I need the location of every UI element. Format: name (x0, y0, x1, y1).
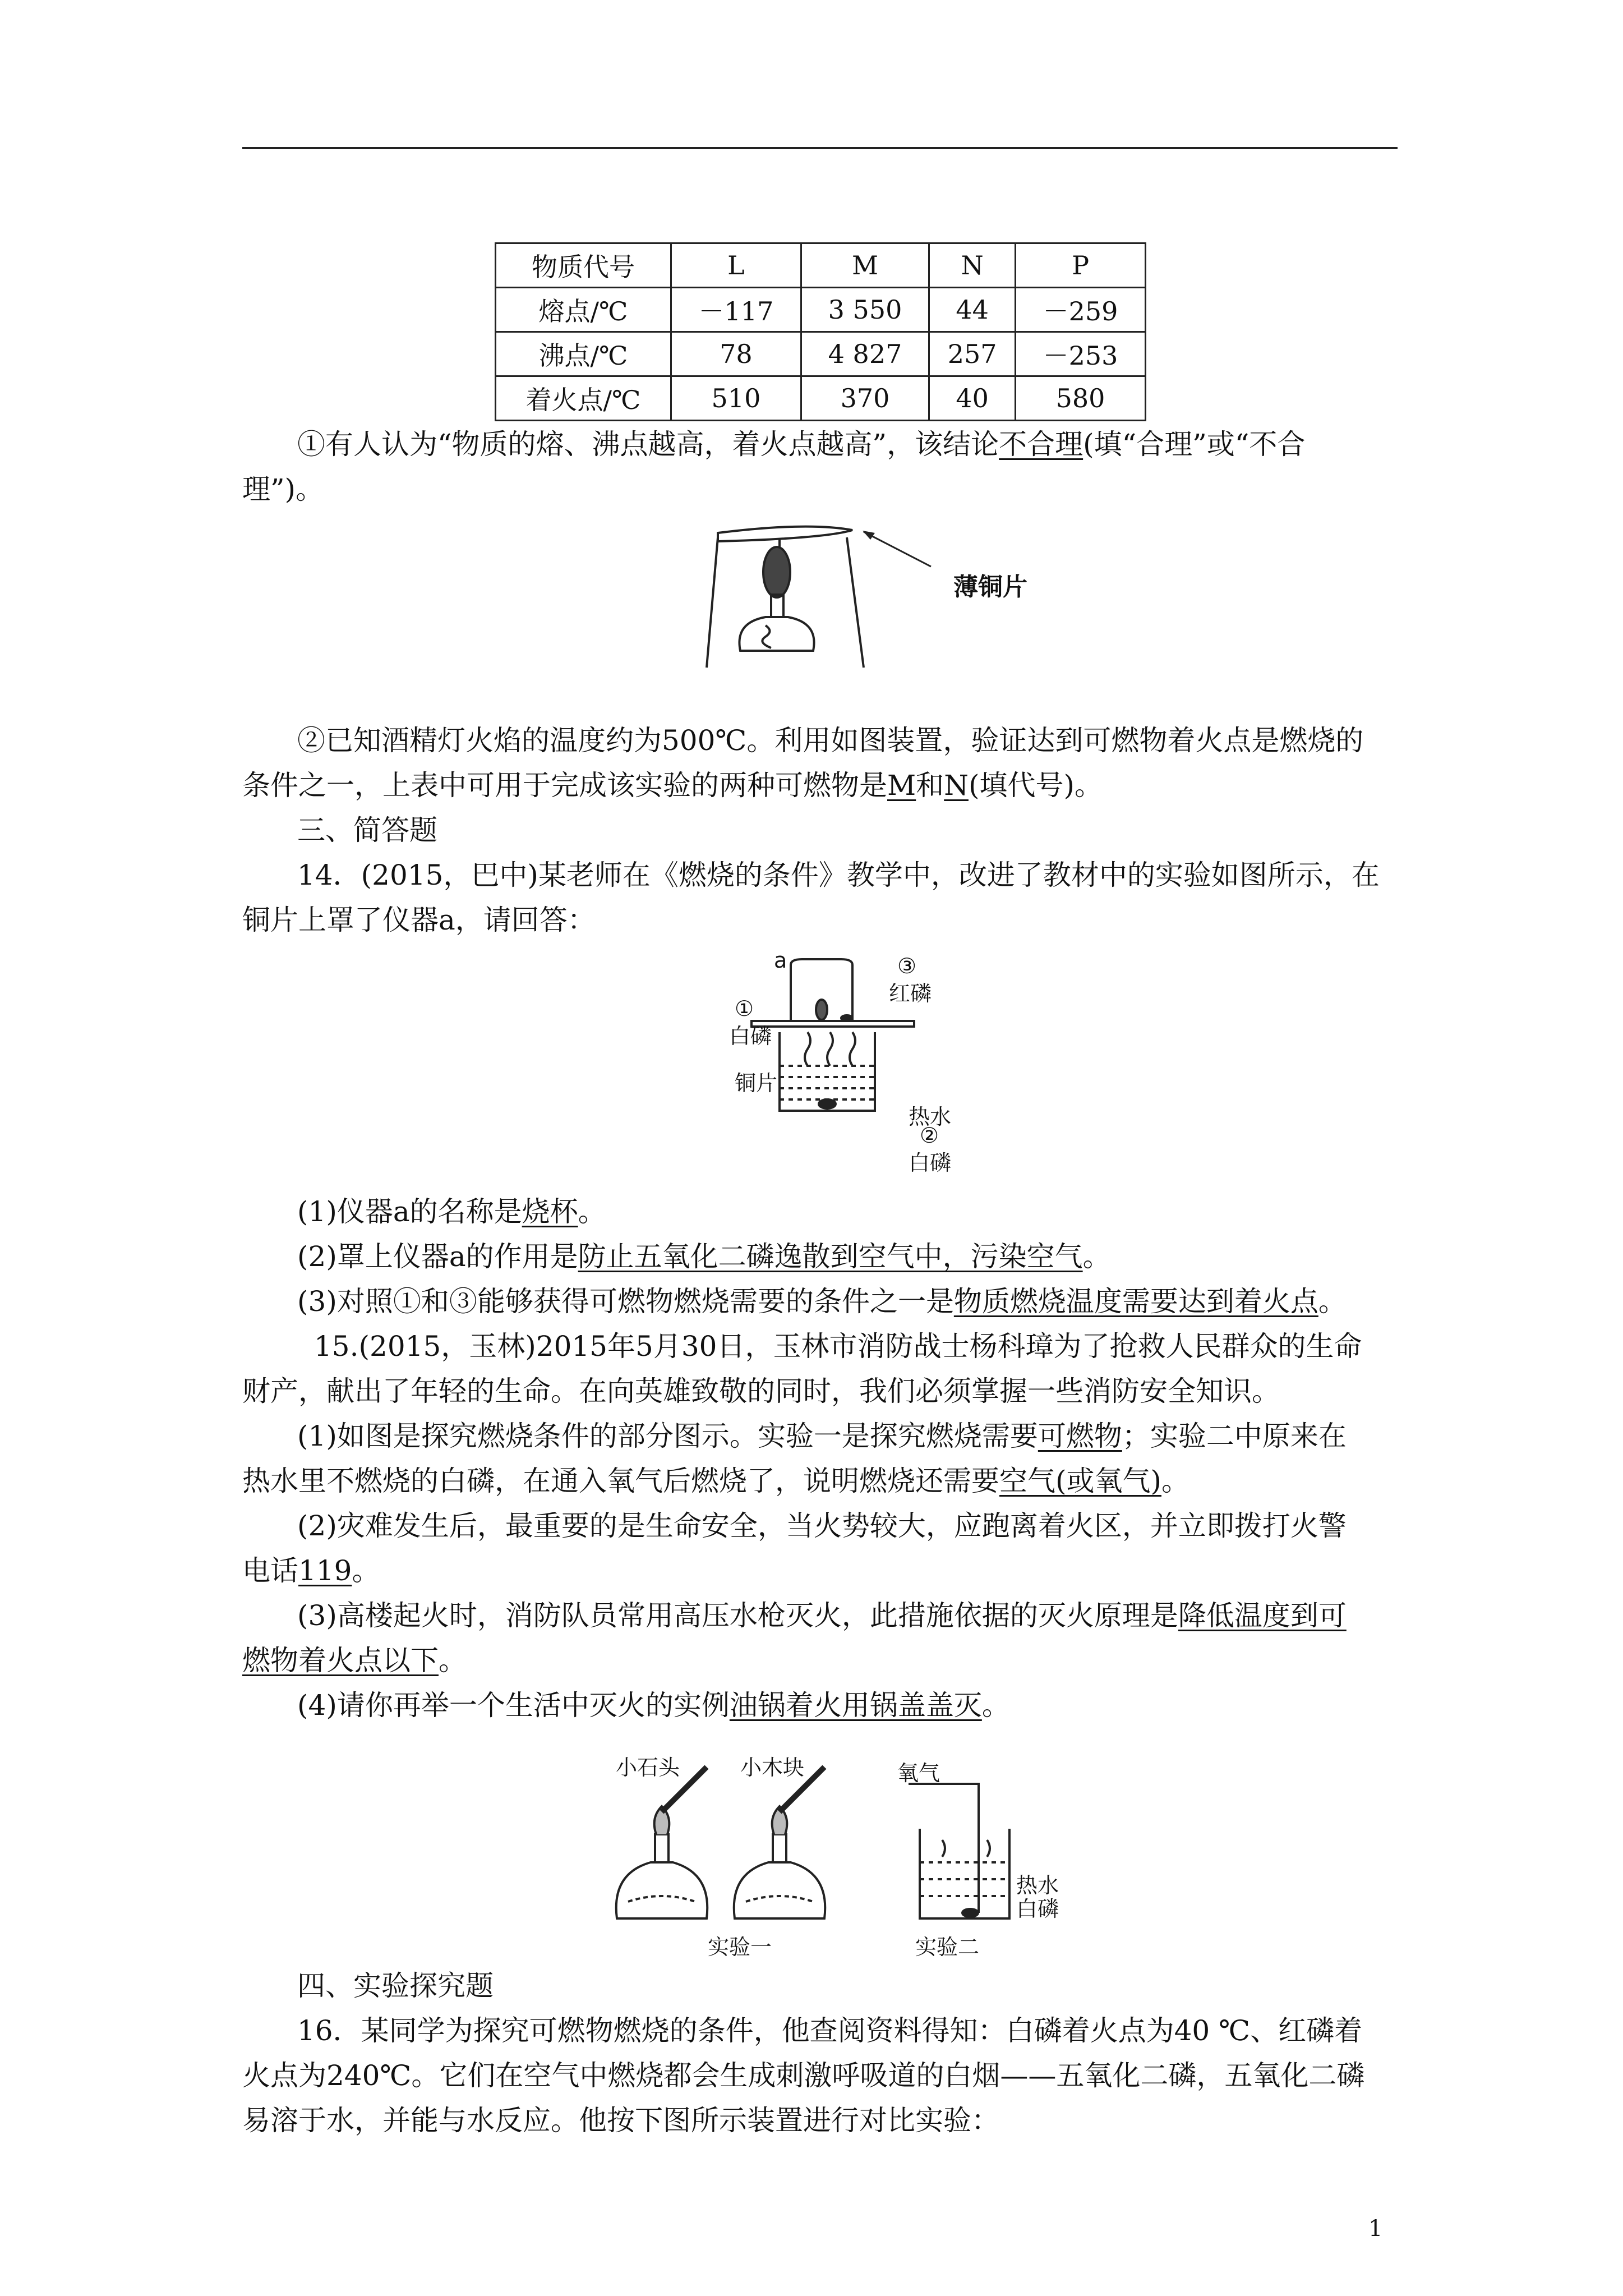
answer-blank: 可燃物 (1038, 1420, 1122, 1452)
fig-label-exp1: 实验一 (708, 1935, 772, 1959)
q14-sub1: (1)仪器a的名称是烧杯。 (297, 1195, 606, 1228)
q14-sub2: (2)罩上仪器a的作用是防止五氧化二磷逸散到空气中，污染空气。 (297, 1240, 1111, 1273)
fig-label-oxygen: 氧气 (897, 1761, 940, 1786)
table-cell: 3 550 (801, 288, 929, 332)
q13-part1-line1: ①有人认为“物质的熔、沸点越高，着火点越高”，该结论不合理(填“合理”或“不合 (297, 428, 1306, 461)
fig-label-hot-water: 热水 (909, 1105, 952, 1129)
fig-label-circle1: ① (735, 996, 754, 1021)
table-cell: 510 (671, 376, 801, 421)
table-row (496, 288, 1146, 332)
fig-label-white-phosphorus-2: 白磷 (909, 1151, 952, 1175)
table-cell: 40 (929, 376, 1016, 421)
q14-line2: 铜片上罩了仪器a，请回答： (242, 904, 596, 936)
table-cell: 580 (1016, 376, 1146, 421)
q15-sub1-line2: 热水里不燃烧的白磷，在通入氧气后燃烧了，说明燃烧还需要空气(或氧气)。 (242, 1465, 1190, 1497)
fig-label-white-phosphorus: 白磷 (729, 1024, 772, 1048)
table-cell: －117 (671, 288, 801, 332)
fig-label-a: a (774, 948, 787, 973)
table-cell: 44 (929, 288, 1016, 332)
table-cell: 熔点/℃ (496, 288, 671, 332)
table-cell: －259 (1016, 288, 1146, 332)
fig-label-circle3: ③ (897, 954, 917, 978)
answer-blank: 燃物着火点以下 (242, 1644, 439, 1677)
table-cell: M (801, 243, 929, 288)
fig-label-exp2: 实验二 (915, 1935, 980, 1959)
q15-line2: 财产，献出了年轻的生命。在向英雄致敬的同时，我们必须掌握一些消防安全知识。 (242, 1375, 1280, 1407)
section-heading: 四、实验探究题 (297, 1970, 494, 2002)
fig-label-red-phosphorus: 红磷 (889, 981, 932, 1006)
table-cell: N (929, 243, 1016, 288)
header-rule (242, 147, 1398, 149)
table-cell: 370 (801, 376, 929, 421)
q15-sub4: (4)请你再举一个生活中灭火的实例油锅着火用锅盖盖灭。 (297, 1689, 1010, 1722)
q13-part1-line2: 理”)。 (242, 473, 324, 505)
q15-sub3-line1: (3)高楼起火时，消防队员常用高压水枪灭火，此措施依据的灭火原理是降低温度到可 (297, 1599, 1347, 1632)
q15-line1: 15.(2015，玉林)2015年5月30日，玉林市消防战士杨科璋为了抢救人民群众的生命 (314, 1330, 1362, 1363)
properties-table (495, 242, 1146, 421)
answer-blank: 烧杯 (522, 1195, 578, 1228)
answer-blank: 降低温度到可 (1178, 1599, 1347, 1632)
answer-blank: 油锅着火用锅盖盖灭 (729, 1689, 982, 1722)
table-cell: 78 (671, 332, 801, 376)
q13-part2-line1: ②已知酒精灯火焰的温度约为500℃。利用如图装置，验证达到可燃物着火点是燃烧的 (297, 724, 1364, 757)
q16-line3: 易溶于水，并能与水反应。他按下图所示装置进行对比实验： (242, 2104, 999, 2137)
answer-blank: M (887, 769, 916, 802)
fig-label-copper: 铜片 (735, 1071, 778, 1096)
table-cell: 4 827 (801, 332, 929, 376)
q15-sub2-line2: 电话119。 (242, 1554, 380, 1587)
fig-label-wood: 小木块 (740, 1755, 805, 1780)
answer-blank: 119 (298, 1554, 352, 1587)
answer-blank: 空气(或氧气) (999, 1465, 1162, 1497)
table-row (496, 332, 1146, 376)
q16-line2: 火点为240℃。它们在空气中燃烧都会生成刺激呼吸道的白烟——五氧化二磷，五氧化二磷 (242, 2059, 1365, 2092)
table-cell: －253 (1016, 332, 1146, 376)
table-cell: L (671, 243, 801, 288)
copper-plate (751, 1021, 914, 1027)
q15-sub3-line2: 燃物着火点以下。 (242, 1644, 467, 1677)
flame (763, 547, 790, 597)
table-row (496, 243, 1146, 288)
copper-sheet (718, 527, 852, 541)
table-cell: 物质代号 (496, 243, 671, 288)
q14-line1: 14．(2015，巴中)某老师在《燃烧的条件》教学中，改进了教材中的实验如图所示，在 (297, 859, 1380, 891)
table-cell: 着火点/℃ (496, 376, 671, 421)
q16-line1: 16．某同学为探究可燃物燃烧的条件，他查阅资料得知：白磷着火点为40 ℃、红磷着 (297, 2014, 1363, 2047)
answer-blank: N (944, 769, 969, 802)
fig-label-circle2: ② (920, 1123, 939, 1148)
answer-blank: 物质燃烧温度需要达到着火点 (953, 1285, 1318, 1318)
copper-sheet-label: 薄铜片 (953, 573, 1027, 601)
answer-blank: 不合理 (999, 428, 1083, 461)
flame (816, 1000, 827, 1020)
answer-blank: 防止五氧化二磷逸散到空气中，污染空气 (578, 1240, 1083, 1273)
table-cell: 257 (929, 332, 1016, 376)
q14-sub3: (3)对照①和③能够获得可燃物燃烧需要的条件之一是物质燃烧温度需要达到着火点。 (297, 1285, 1347, 1318)
table-cell: 沸点/℃ (496, 332, 671, 376)
fig-label-stone: 小石头 (616, 1755, 680, 1780)
q13-part2-line2: 条件之一，上表中可用于完成该实验的两种可燃物是M和N(填代号)。 (242, 769, 1103, 802)
table-cell: P (1016, 243, 1146, 288)
section-heading: 三、简答题 (297, 814, 437, 846)
fig-label-hot-water: 热水 (1016, 1873, 1059, 1898)
q15-sub1-line1: (1)如图是探究燃烧条件的部分图示。实验一是探究燃烧需要可燃物；实验二中原来在 (297, 1420, 1347, 1452)
page-number: 1 (1368, 2216, 1383, 2242)
table-row (496, 376, 1146, 421)
q15-sub2-line1: (2)灾难发生后，最重要的是生命安全，当火势较大，应跑离着火区，并立即拨打火警 (297, 1510, 1347, 1542)
fig-label-white-phosphorus: 白磷 (1016, 1897, 1059, 1921)
